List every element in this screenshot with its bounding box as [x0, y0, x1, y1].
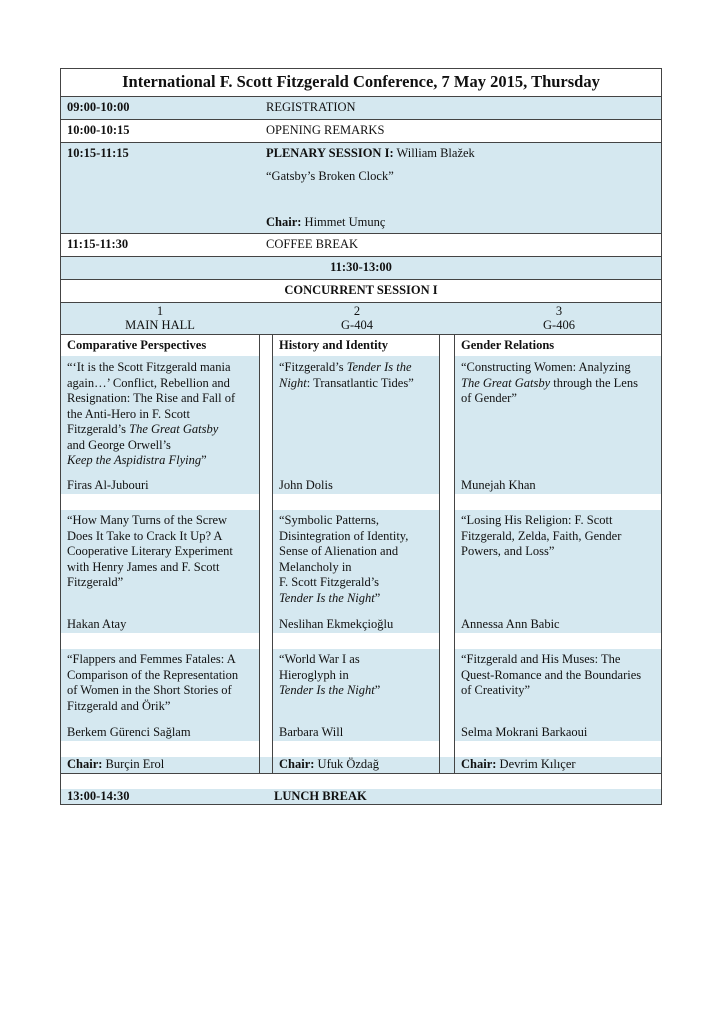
- paper-title-line: Fitzgerald, Zelda, Faith, Gender: [461, 528, 622, 543]
- column-gap: [259, 335, 273, 356]
- rooms-row: [60, 302, 662, 334]
- paper-title-line: again…’ Conflict, Rebellion and: [67, 375, 230, 390]
- paper-title-line: [279, 376, 435, 392]
- paper-title-line: “Losing His Religion: F. Scott: [461, 513, 613, 527]
- paper-title-line: [67, 453, 255, 469]
- text-run: : Transatlantic Tides”: [306, 375, 414, 390]
- paper-cell: [455, 356, 663, 494]
- paper-title-line: Does It Take to Crack It Up? A: [67, 528, 223, 543]
- room-number: 1: [156, 304, 164, 318]
- page-title: International F. Scott Fitzgerald Conference, 7 May 2015, Thursday: [122, 72, 600, 91]
- chair-name: Burçin Erol: [102, 757, 165, 771]
- spacer-row: [60, 494, 662, 510]
- session-chair-3: [461, 757, 659, 773]
- paper-author: Munejah Khan: [461, 478, 536, 492]
- paper-title-line: the Anti-Hero in F. Scott: [67, 406, 190, 421]
- paper-cell: [455, 649, 663, 741]
- time-label: 09:00-10:00: [67, 100, 130, 114]
- plenary-chair: [266, 215, 385, 230]
- plenary-speaker: William Blažek: [393, 146, 475, 160]
- concurrent-label-row: [60, 279, 662, 302]
- schedule-table: [60, 68, 662, 805]
- paper-cell: [61, 356, 259, 494]
- room-number: 2: [353, 304, 361, 318]
- column-gap: [259, 356, 273, 494]
- paper-title-line: [279, 591, 435, 607]
- theme-2: History and Identity: [279, 338, 389, 352]
- paper-title-line: Fitzgerald and Örik”: [67, 698, 171, 713]
- chair-label: Chair:: [279, 757, 315, 771]
- column-gap: [439, 335, 455, 356]
- chair-name: Ufuk Özdağ: [314, 757, 379, 771]
- paper-title-line: and George Orwell’s: [67, 437, 171, 452]
- paper-row-1: [60, 356, 662, 494]
- paper-row-3: [60, 649, 662, 741]
- paper-title-line: [279, 683, 435, 699]
- paper-title-line: of Creativity”: [461, 683, 531, 697]
- book-title: Tender Is the: [346, 360, 412, 374]
- paper-author: Berkem Gürenci Sağlam: [67, 725, 191, 739]
- chair-label: Chair:: [67, 757, 103, 771]
- concurrent-time-row: [60, 256, 662, 279]
- column-gap: [439, 757, 455, 773]
- text-run: ”: [201, 453, 207, 467]
- event-label: LUNCH BREAK: [274, 789, 367, 803]
- paper-title-line: Resignation: The Rise and Fall of: [67, 391, 236, 405]
- title-row: [60, 68, 662, 96]
- paper-title-line: “Fitzgerald and His Muses: The: [461, 652, 621, 666]
- paper-title-line: of Gender”: [461, 391, 517, 405]
- book-title: Tender Is the Night: [279, 590, 375, 605]
- text-run: ”: [374, 590, 381, 605]
- blank-row: [60, 773, 662, 789]
- paper-title-line: F. Scott Fitzgerald’s: [279, 575, 380, 589]
- paper-author: Selma Mokrani Barkaoui: [461, 725, 588, 739]
- column-gap: [439, 510, 455, 633]
- room-1: [61, 303, 259, 334]
- plenary-label: [266, 146, 475, 161]
- paper-cell: [455, 510, 663, 633]
- room-number: 3: [555, 304, 563, 318]
- paper-author: Neslihan Ekmekçioğlu: [279, 617, 394, 631]
- column-gap: [259, 757, 273, 773]
- book-title: The Great Gatsby: [461, 375, 551, 390]
- column-gap: [439, 356, 455, 494]
- book-title: Tender Is the Night: [279, 683, 375, 697]
- time-label: 10:15-11:15: [67, 146, 129, 160]
- chair-name: Devrim Kılıçer: [496, 757, 576, 771]
- column-gap: [439, 649, 455, 741]
- book-title: Night: [279, 375, 307, 390]
- session-chair-2: [279, 757, 435, 773]
- room-name: G-404: [341, 318, 373, 332]
- themes-row: [60, 334, 662, 356]
- text-run: ”: [374, 683, 381, 697]
- theme-3: Gender Relations: [461, 338, 555, 352]
- paper-cell: [273, 356, 439, 494]
- paper-author: Firas Al-Jubouri: [67, 478, 149, 492]
- room-name: MAIN HALL: [125, 318, 195, 332]
- schedule-row-coffee: [60, 233, 662, 256]
- time-label: 13:00-14:30: [67, 789, 130, 803]
- paper-title-line: [461, 376, 659, 392]
- spacer-row: [60, 741, 662, 757]
- paper-title-line: [279, 360, 435, 376]
- paper-title-line: with Henry James and F. Scott: [67, 559, 220, 574]
- session-chair-1: [67, 757, 255, 773]
- plenary-talk: “Gatsby’s Broken Clock”: [266, 169, 394, 183]
- paper-title-line: “How Many Turns of the Screw: [67, 513, 228, 527]
- paper-title-line: Melancholy in: [279, 559, 352, 574]
- paper-title-line: Hieroglyph in: [279, 667, 349, 682]
- time-label: 11:15-11:30: [67, 237, 129, 251]
- concurrent-label: CONCURRENT SESSION I: [284, 283, 438, 297]
- paper-author: John Dolis: [279, 478, 333, 492]
- paper-title-line: Comparison of the Representation: [67, 667, 239, 682]
- text-run: “Fitzgerald’s: [279, 360, 347, 374]
- schedule-row-plenary: [60, 142, 662, 233]
- plenary-bold: PLENARY SESSION I:: [266, 146, 394, 160]
- event-label: COFFEE BREAK: [266, 237, 359, 251]
- lunch-row: [60, 789, 662, 805]
- book-title: The Great Gatsby: [129, 422, 219, 436]
- paper-title-line: Powers, and Loss”: [461, 544, 555, 558]
- chair-label: Chair:: [266, 215, 302, 229]
- room-3: [455, 303, 663, 334]
- event-label: REGISTRATION: [266, 100, 356, 114]
- paper-title-line: “World War I as: [279, 652, 360, 666]
- schedule-row-opening: [60, 119, 662, 142]
- chairs-row: [60, 757, 662, 773]
- paper-title-line: “‘It is the Scott Fitzgerald mania: [67, 360, 231, 374]
- spacer-row: [60, 633, 662, 649]
- paper-cell: [61, 649, 259, 741]
- paper-title-line: Sense of Alienation and: [279, 544, 399, 558]
- paper-cell: [273, 649, 439, 741]
- paper-author: Barbara Will: [279, 725, 344, 739]
- concurrent-time: 11:30-13:00: [330, 260, 392, 274]
- room-name: G-406: [543, 318, 575, 332]
- schedule-row-registration: [60, 96, 662, 119]
- chair-name: Himmet Umunç: [301, 215, 386, 229]
- column-gap: [259, 510, 273, 633]
- paper-title-line: Fitzgerald”: [67, 575, 124, 589]
- paper-author: Annessa Ann Babic: [461, 617, 560, 631]
- chair-label: Chair:: [461, 757, 497, 771]
- theme-1: Comparative Perspectives: [67, 338, 207, 352]
- room-2: [259, 303, 455, 334]
- text-run: through the Lens: [550, 375, 638, 390]
- paper-title-line: [67, 422, 255, 438]
- time-label: 10:00-10:15: [67, 123, 130, 137]
- paper-title-line: “Flappers and Femmes Fatales: A: [67, 652, 236, 666]
- book-title: Keep the Aspidistra Flying: [67, 453, 202, 467]
- paper-title-line: Disintegration of Identity,: [279, 528, 409, 543]
- paper-row-2: [60, 510, 662, 633]
- paper-author: Hakan Atay: [67, 617, 127, 631]
- event-label: OPENING REMARKS: [266, 123, 385, 137]
- paper-cell: [61, 510, 259, 633]
- paper-title-line: Quest-Romance and the Boundaries: [461, 667, 642, 682]
- paper-title-line: of Women in the Short Stories of: [67, 683, 232, 697]
- column-gap: [259, 649, 273, 741]
- paper-cell: [273, 510, 439, 633]
- paper-title-line: Cooperative Literary Experiment: [67, 544, 233, 558]
- paper-title-line: “Constructing Women: Analyzing: [461, 360, 631, 374]
- paper-title-line: “Symbolic Patterns,: [279, 513, 379, 527]
- text-run: Fitzgerald’s: [67, 422, 130, 436]
